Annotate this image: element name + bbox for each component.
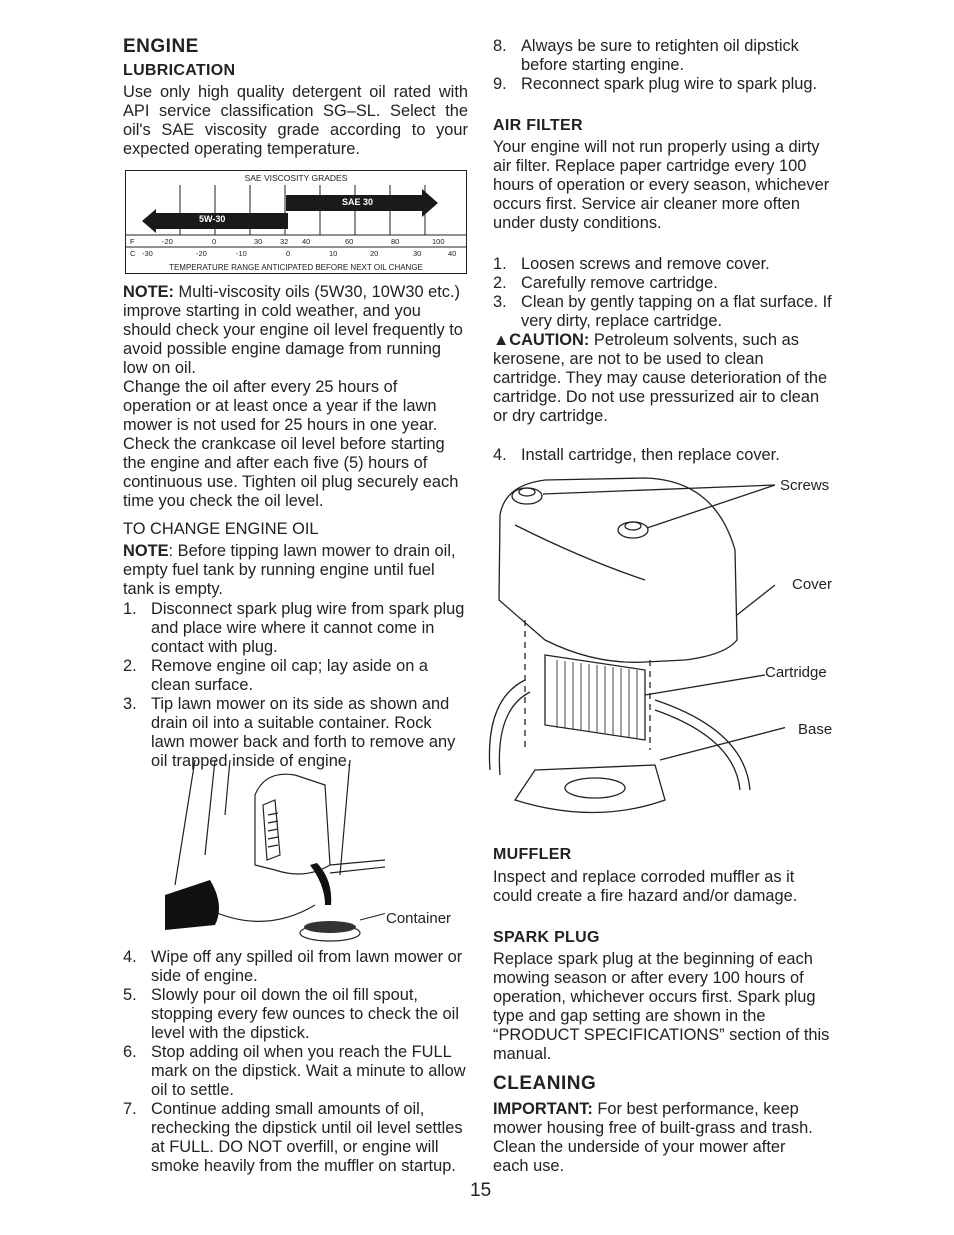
muffler-heading: MUFFLER	[493, 846, 572, 863]
c-tick: 40	[448, 249, 457, 258]
f-tick: 60	[345, 237, 354, 246]
engine-heading: ENGINE	[123, 36, 199, 57]
note2-paragraph	[123, 542, 470, 599]
c-tick: 0	[286, 249, 291, 258]
lubrication-intro: Use only high quality detergent oil rated with API service classification SG–SL. Select the oil's SAE viscosity grade according to your expected operating temperature.	[123, 83, 468, 158]
oil-steps-a	[123, 600, 468, 771]
bar-sae30-label: SAE 30	[342, 197, 374, 207]
cleaning-heading: CLEANING	[493, 1073, 597, 1094]
c-axis-label: C	[130, 249, 136, 258]
bar-5w30-label: 5W-30	[199, 214, 226, 224]
c-tick: -20	[196, 249, 207, 258]
c-tick: 10	[329, 249, 338, 258]
note-label: NOTE:	[123, 283, 174, 301]
warning-icon: ▲	[493, 331, 510, 349]
list-item: 6. Stop adding oil when you reach the FULL mark on the dipstick. Wait a minute to allow oil to settle.	[123, 1043, 466, 1099]
oil-drain-illustration	[155, 755, 385, 945]
f-axis-label: F	[130, 237, 135, 246]
list-item: 3. Tip lawn mower on its side as shown and drain oil into a suitable container. Rock lawn mower back and forth to remove any oil trapped inside of engine.	[123, 695, 456, 770]
f-tick: 32	[280, 237, 289, 246]
page-number: 15	[470, 1180, 492, 1201]
screws-label: Screws	[780, 477, 830, 494]
caution-text: Petroleum solvents, such as kerosene, are not to be used to clean cartridge. They may cause deterioration of the cartridge. Do not use pressurized air to clean or dry cartridge.	[493, 331, 828, 425]
list-item: 9. Reconnect spark plug wire to spark plug.	[493, 75, 818, 93]
c-tick: 30	[413, 249, 422, 258]
f-tick: 30	[254, 237, 263, 246]
oil-steps-c	[493, 37, 838, 94]
list-item: 1. Loosen screws and remove cover.	[493, 255, 770, 273]
sae-viscosity-chart	[125, 170, 467, 274]
cover-label: Cover	[792, 576, 833, 593]
air-filter-intro: Your engine will not run properly using a dirty air filter. Replace paper cartridge every 100 hours of operation or every season, whichever occurs first. Service air cleaner more often under dusty conditions.	[493, 138, 830, 232]
f-tick: 0	[212, 237, 217, 246]
list-item: 8. Always be sure to retighten oil dipstick before starting engine.	[493, 37, 799, 74]
note2-label: NOTE	[123, 542, 169, 560]
f-tick: 80	[391, 237, 400, 246]
cartridge-label: Cartridge	[765, 664, 827, 681]
change-interval-paragraph: Change the oil after every 25 hours of operation or at least once a year if the lawn mower is not used for 25 hours in one year.	[123, 378, 438, 434]
note-paragraph	[123, 283, 470, 378]
container-label: Container	[386, 910, 452, 927]
important-text: For best performance, keep mower housing free of built-grass and trash. Clean the underside of your mower after each use.	[493, 1100, 813, 1175]
air-filter-step4	[493, 446, 838, 465]
list-item: 2. Carefully remove cartridge.	[493, 274, 718, 292]
change-oil-heading: TO CHANGE ENGINE OIL	[123, 520, 319, 538]
important-label: IMPORTANT:	[493, 1100, 593, 1118]
chart-footer: TEMPERATURE RANGE ANTICIPATED BEFORE NEXT OIL CHANGE	[169, 263, 423, 272]
list-item: 5. Slowly pour oil down the oil fill spout, stopping every few ounces to check the oil level with the dipstick.	[123, 986, 459, 1042]
base-label: Base	[798, 721, 833, 738]
lubrication-heading: LUBRICATION	[123, 62, 236, 79]
air-filter-heading: AIR FILTER	[493, 117, 583, 134]
list-item: 2. Remove engine oil cap; lay aside on a clean surface.	[123, 657, 428, 694]
list-item: 1. Disconnect spark plug wire from spark plug and place wire where it cannot come in contact with plug.	[123, 600, 465, 656]
oil-steps-b	[123, 948, 470, 1176]
list-item: 4. Install cartridge, then replace cover.	[493, 446, 780, 464]
c-tick: 20	[370, 249, 379, 258]
c-tick: -10	[236, 249, 247, 258]
viscosity-grid	[126, 171, 466, 275]
note-text: Multi-viscosity oils (5W30, 10W30 etc.) improve starting in cold weather, and you should check your engine oil level frequently to avoid possible engine damage from running low on oil.	[123, 283, 463, 377]
f-tick: 100	[432, 237, 445, 246]
c-tick: -30	[142, 249, 153, 258]
spark-plug-heading: SPARK PLUG	[493, 929, 600, 946]
spark-plug-text: Replace spark plug at the beginning of each mowing season or after every 100 hours of operation, whichever occurs first. Spark plug type and gap setting are shown in the “PRODUCT SPECIFICATIONS” section of this manual.	[493, 950, 830, 1063]
f-tick: 40	[302, 237, 311, 246]
list-item: 3. Clean by gently tapping on a flat surface. If very dirty, replace cartridge.	[493, 293, 832, 330]
list-item: 4. Wipe off any spilled oil from lawn mower or side of engine.	[123, 948, 463, 985]
muffler-text: Inspect and replace corroded muffler as it could create a fire hazard and/or damage.	[493, 868, 798, 905]
cleaning-paragraph	[493, 1100, 823, 1176]
chart-title: SAE VISCOSITY GRADES	[244, 173, 348, 183]
caution-paragraph	[493, 331, 833, 426]
note2-text: : Before tipping lawn mower to drain oil, empty fuel tank by running engine until fuel tank is empty.	[123, 542, 456, 598]
check-level-paragraph: Check the crankcase oil level before starting the engine and after each five (5) hours of continuous use. Tighten oil plug securely each time you check the oil level.	[123, 435, 459, 510]
air-filter-illustration	[485, 470, 785, 830]
f-tick: -20	[162, 237, 173, 246]
list-item: 7. Continue adding small amounts of oil, rechecking the dipstick until oil level settles at FULL. DO NOT overfill, or engine will smoke heavily from the muffler on startup.	[123, 1100, 463, 1175]
air-filter-steps	[493, 255, 838, 331]
caution-label: CAUTION:	[509, 331, 590, 349]
